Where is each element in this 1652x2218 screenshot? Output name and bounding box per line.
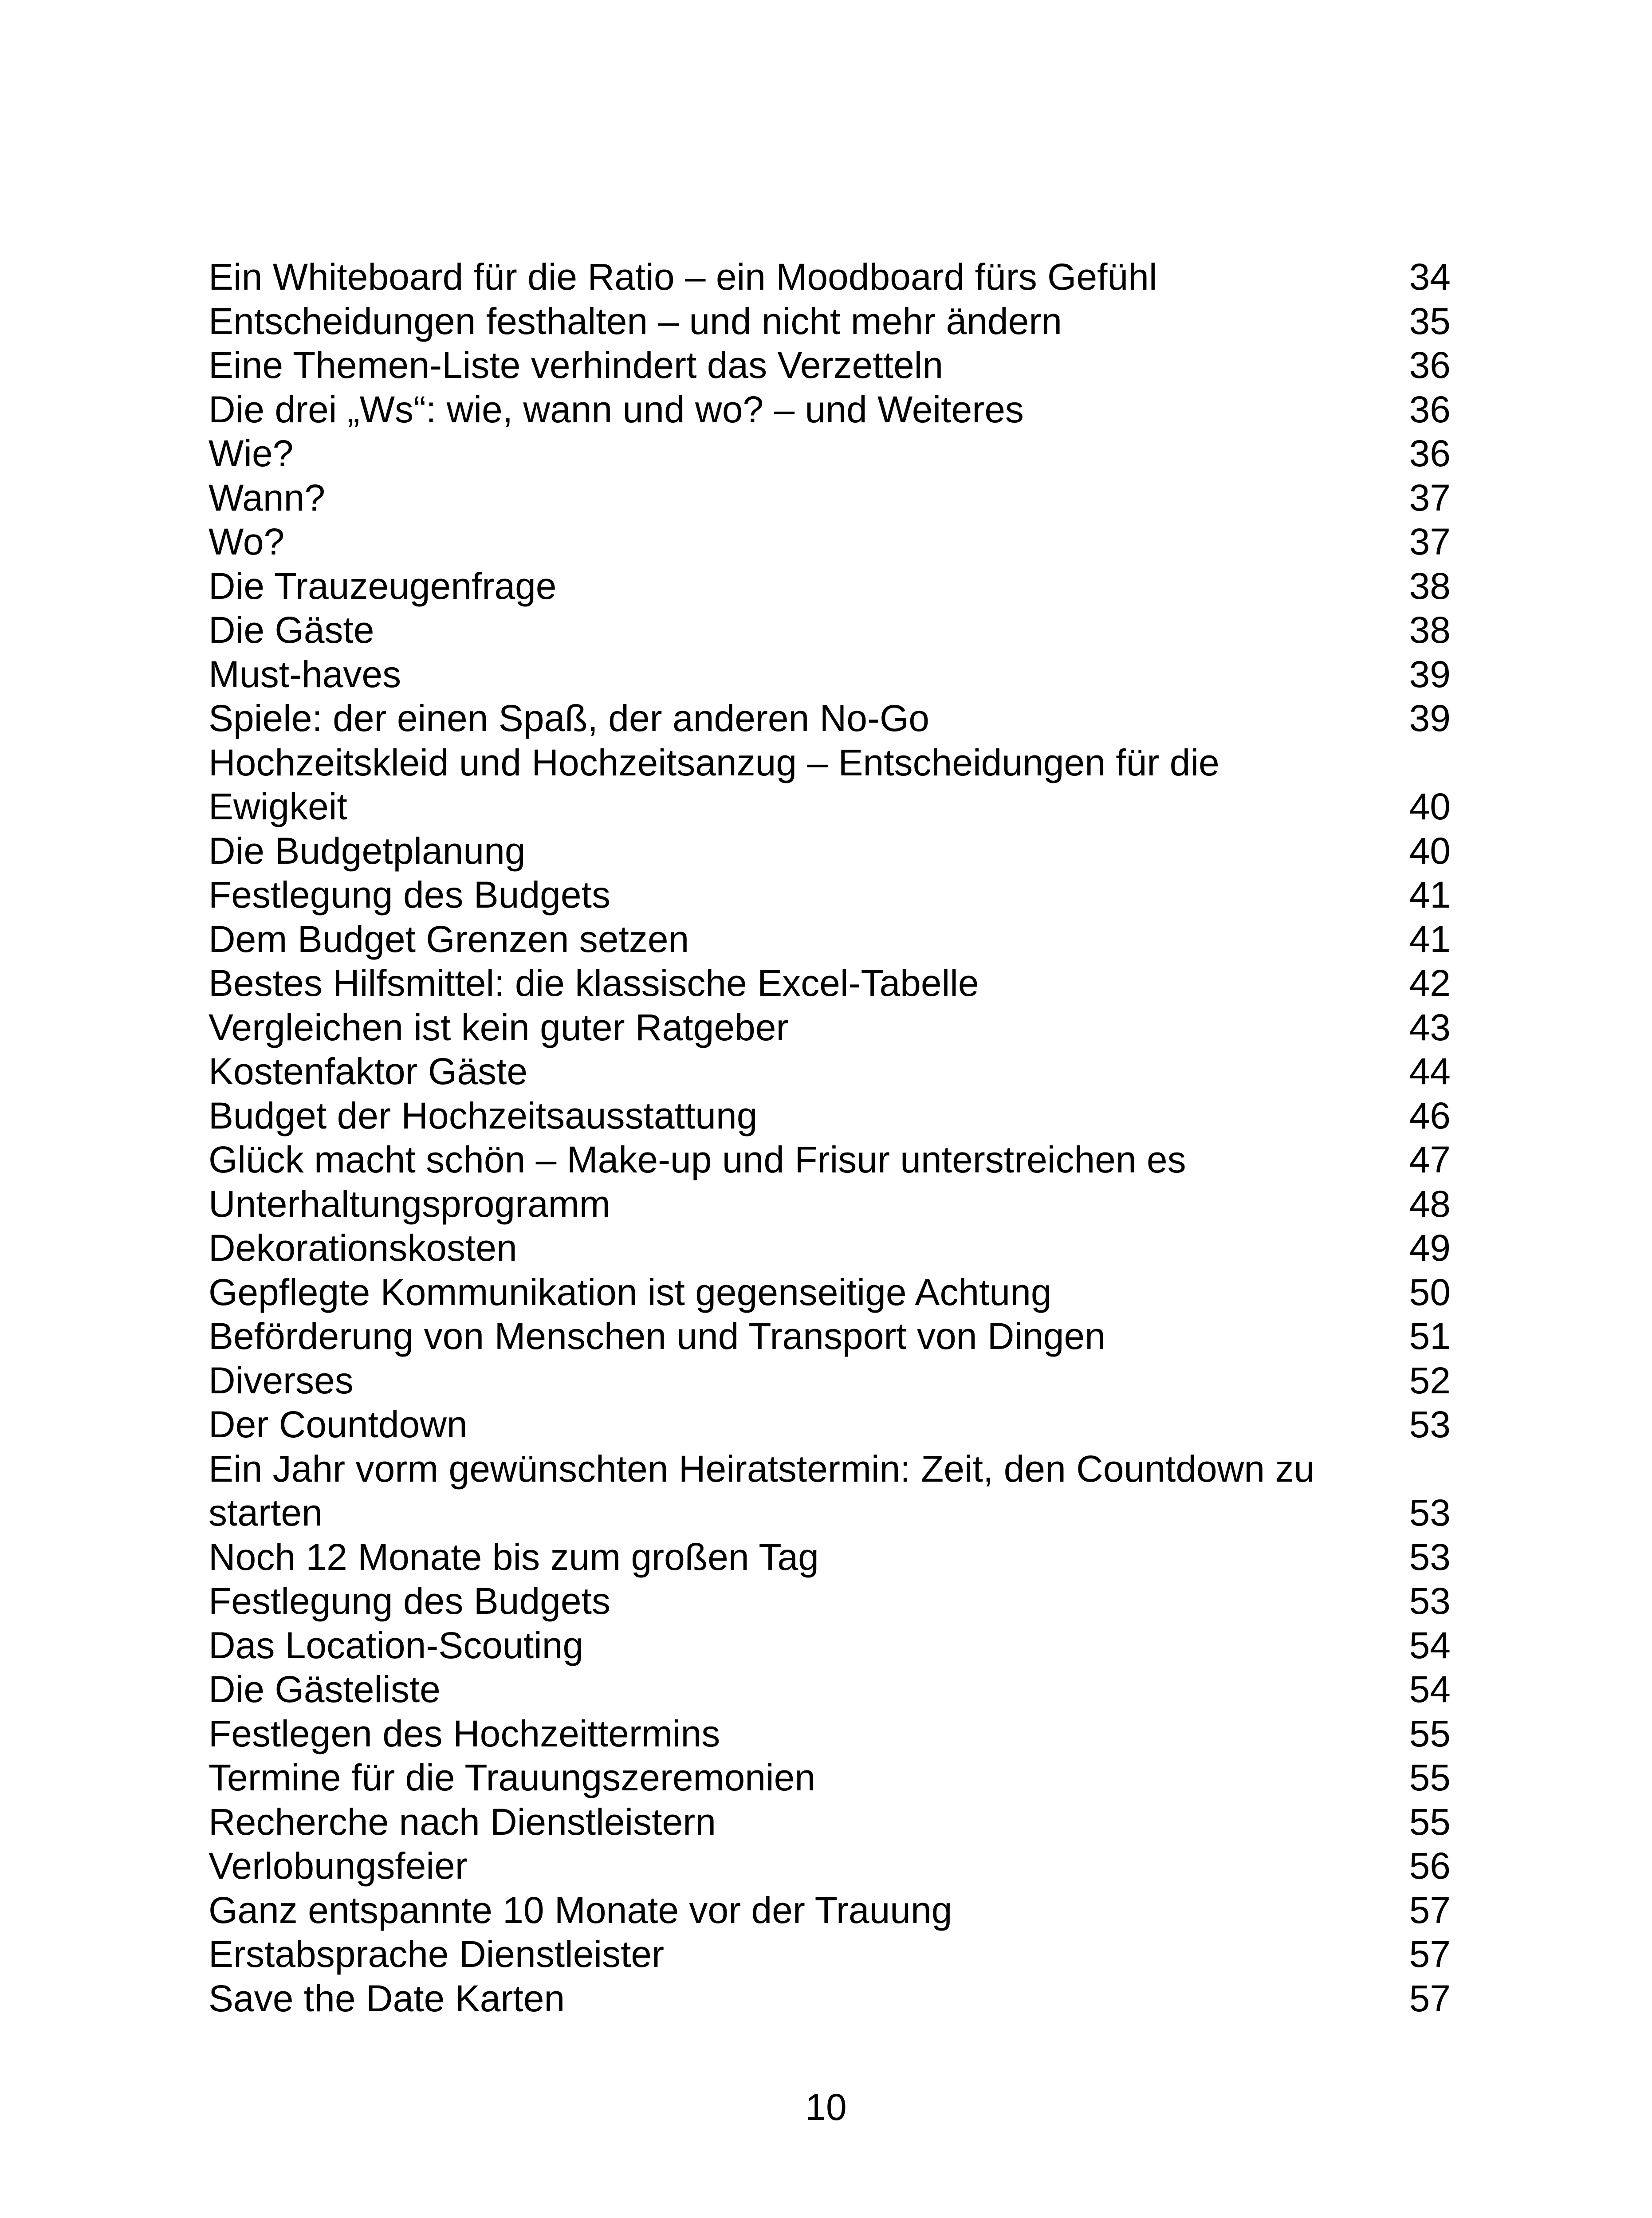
toc-entry-title <box>208 1094 1451 1138</box>
toc-entry <box>208 1712 1451 1756</box>
toc-entry-title-line: Glück macht schön – Make-up und Frisur unterstreichen es <box>208 1139 1186 1180</box>
toc-entry <box>208 520 1451 564</box>
toc-entry-page: 41 <box>1409 874 1451 916</box>
toc-entry-page: 36 <box>1409 344 1451 386</box>
toc-entry-title <box>208 1888 1451 1933</box>
toc-entry-title <box>208 873 1451 917</box>
toc-entry-title-line: Ein Whiteboard für die Ratio – ein Moodboard fürs Gefühl <box>208 256 1157 298</box>
toc-entry-page: 39 <box>1409 697 1451 739</box>
toc-entry <box>208 1226 1451 1270</box>
toc-entry-page: 53 <box>1409 1404 1451 1445</box>
toc-entry-title-line: Spiele: der einen Spaß, der anderen No-Go <box>208 697 929 739</box>
toc-entry <box>208 608 1451 653</box>
toc-entry-title-line: Das Location-Scouting <box>208 1624 584 1666</box>
toc-entry <box>208 1006 1451 1050</box>
toc-entry <box>208 1535 1451 1580</box>
toc-entry-title-line: Dem Budget Grenzen setzen <box>208 918 689 960</box>
toc-entry <box>208 1138 1451 1182</box>
toc-entry-title <box>208 961 1451 1006</box>
toc-entry-title-line: Verlobungsfeier <box>208 1845 468 1887</box>
toc-entry-title <box>208 255 1451 299</box>
toc-entry-title-line: Ganz entspannte 10 Monate vor der Trauung <box>208 1889 952 1931</box>
toc-entry-title <box>208 1403 1451 1447</box>
toc-entry-title <box>208 1756 1451 1800</box>
toc-entry-title <box>208 653 1451 697</box>
toc-entry-title <box>208 1977 1451 2021</box>
toc-entry-title <box>208 432 1451 476</box>
toc-entry-title-line: Wann? <box>208 476 326 519</box>
toc-entry-page: 55 <box>1409 1801 1451 1843</box>
toc-entry-page: 55 <box>1409 1757 1451 1798</box>
toc-entry <box>208 1314 1451 1359</box>
toc-entry <box>208 1624 1451 1668</box>
toc-entry-page: 54 <box>1409 1668 1451 1710</box>
toc-entry-title-line: Noch 12 Monate bis zum großen Tag <box>208 1536 819 1578</box>
toc-entry-page: 48 <box>1409 1183 1451 1225</box>
toc-entry-title <box>208 1050 1451 1094</box>
toc-entry-page: 53 <box>1409 1492 1451 1534</box>
toc-entry-title <box>208 520 1451 564</box>
toc-entry <box>208 432 1451 476</box>
toc-entry-page: 46 <box>1409 1094 1451 1137</box>
toc-entry <box>208 1403 1451 1447</box>
toc-entry-title <box>208 1579 1451 1624</box>
toc-entry-title-line: Die Trauzeugenfrage <box>208 565 557 607</box>
toc-entry-title <box>208 1270 1451 1315</box>
toc-entry-title <box>208 1800 1451 1844</box>
toc-entry-title-line: Beförderung von Menschen und Transport von Dingen <box>208 1315 1105 1357</box>
toc-entry-title-line: Festlegung des Budgets <box>208 1580 610 1622</box>
toc-entry-page: 57 <box>1409 1933 1451 1975</box>
toc-entry-title-line: Hochzeitskleid und Hochzeitsanzug – Entscheidungen für die <box>208 741 1219 783</box>
toc-entry-title-line: Must-haves <box>208 653 401 695</box>
toc-entry <box>208 1359 1451 1403</box>
toc-entry-page: 39 <box>1409 653 1451 695</box>
toc-entry-title-line: Festlegen des Hochzeittermins <box>208 1712 720 1754</box>
toc-entry-page: 41 <box>1409 918 1451 960</box>
toc-entry <box>208 873 1451 917</box>
toc-entry-page: 49 <box>1409 1227 1451 1269</box>
toc-entry-title-line: Ein Jahr vorm gewünschten Heiratstermin: Zeit, den Countdown zu <box>208 1447 1315 1490</box>
toc-entry <box>208 961 1451 1006</box>
toc-entry-page: 42 <box>1409 962 1451 1004</box>
toc-entry-page: 54 <box>1409 1624 1451 1666</box>
toc-entry-title <box>208 1624 1451 1668</box>
toc-entry-title-line: Budget der Hochzeitsausstattung <box>208 1094 758 1137</box>
toc-entry <box>208 1270 1451 1315</box>
toc-entry-page: 57 <box>1409 1889 1451 1931</box>
toc-entry <box>208 1094 1451 1138</box>
toc-entry-title <box>208 917 1451 962</box>
toc-entry-title-line: Entscheidungen festhalten – und nicht mehr ändern <box>208 300 1062 342</box>
toc-entry-page: 35 <box>1409 300 1451 342</box>
toc-entry-title <box>208 1712 1451 1756</box>
toc-entry-title-line: Erstabsprache Dienstleister <box>208 1933 665 1975</box>
toc-entry-title <box>208 299 1451 344</box>
toc-entry-page: 47 <box>1409 1139 1451 1180</box>
toc-entry-page: 40 <box>1409 830 1451 872</box>
toc-entry-title-line: Der Countdown <box>208 1404 468 1445</box>
toc-entry-title-line: Bestes Hilfsmittel: die klassische Excel-Tabelle <box>208 962 979 1004</box>
toc-entry <box>208 476 1451 520</box>
toc-entry <box>208 829 1451 873</box>
toc-entry <box>208 653 1451 697</box>
toc-entry <box>208 1977 1451 2021</box>
toc-entry-title <box>208 1447 1451 1535</box>
toc-entry-title-line: Die Gästeliste <box>208 1668 441 1710</box>
toc-entry-page: 34 <box>1409 256 1451 298</box>
page-number: 10 <box>805 2086 847 2128</box>
toc-entry-title <box>208 741 1451 829</box>
toc-entry-title <box>208 1226 1451 1270</box>
toc-entry-title <box>208 1667 1451 1712</box>
toc-entry-title <box>208 696 1451 741</box>
toc-entry-title-line: Die Gäste <box>208 609 374 651</box>
toc-entry-title <box>208 1182 1451 1227</box>
toc-entry <box>208 564 1451 609</box>
toc-entry <box>208 1844 1451 1888</box>
toc-entry-title-line: starten <box>208 1492 323 1534</box>
toc-entry-title-line: Ewigkeit <box>208 786 347 827</box>
toc-entry-title <box>208 1314 1451 1359</box>
toc-entry-title-line: Recherche nach Dienstleistern <box>208 1801 716 1843</box>
toc-entry-page: 37 <box>1409 521 1451 562</box>
toc-entry-page: 51 <box>1409 1315 1451 1357</box>
toc-entry <box>208 1447 1451 1535</box>
toc-entry-title-line: Unterhaltungsprogramm <box>208 1183 610 1225</box>
toc-entry-page: 52 <box>1409 1359 1451 1401</box>
toc-entry <box>208 1888 1451 1933</box>
toc-entry-title <box>208 608 1451 653</box>
toc-entry <box>208 388 1451 432</box>
toc-entry-title <box>208 1932 1451 1977</box>
table-of-contents <box>208 255 1451 2021</box>
toc-entry-title-line: Die drei „Ws“: wie, wann und wo? – und Weiteres <box>208 388 1024 430</box>
toc-entry-title <box>208 1844 1451 1888</box>
toc-entry-title-line: Vergleichen ist kein guter Ratgeber <box>208 1006 789 1048</box>
toc-entry-title-line: Die Budgetplanung <box>208 830 526 872</box>
toc-entry-page: 57 <box>1409 1977 1451 2019</box>
toc-entry-title-line: Kostenfaktor Gäste <box>208 1050 528 1092</box>
toc-entry <box>208 741 1451 829</box>
toc-entry-page: 43 <box>1409 1006 1451 1048</box>
toc-entry-title-line: Gepflegte Kommunikation ist gegenseitige Achtung <box>208 1271 1052 1313</box>
toc-entry-page: 36 <box>1409 388 1451 430</box>
toc-entry-title-line: Wie? <box>208 433 294 474</box>
toc-entry-title <box>208 829 1451 873</box>
toc-entry <box>208 696 1451 741</box>
toc-entry-page: 38 <box>1409 565 1451 607</box>
toc-entry-title <box>208 343 1451 388</box>
toc-entry-page: 38 <box>1409 609 1451 651</box>
toc-entry-title-line: Festlegung des Budgets <box>208 874 610 916</box>
toc-entry <box>208 1756 1451 1800</box>
toc-entry-title-line: Termine für die Trauungszeremonien <box>208 1757 816 1798</box>
toc-entry-page: 53 <box>1409 1580 1451 1622</box>
toc-entry <box>208 1182 1451 1227</box>
toc-entry-title <box>208 476 1451 520</box>
toc-entry-title <box>208 1138 1451 1182</box>
toc-entry-title-line: Diverses <box>208 1359 354 1401</box>
toc-entry-page: 44 <box>1409 1050 1451 1092</box>
toc-entry-page: 53 <box>1409 1536 1451 1578</box>
toc-entry-page: 50 <box>1409 1271 1451 1313</box>
toc-entry-title <box>208 1006 1451 1050</box>
toc-entry-title-line: Wo? <box>208 521 285 562</box>
toc-entry <box>208 343 1451 388</box>
toc-entry <box>208 917 1451 962</box>
toc-entry <box>208 1800 1451 1844</box>
toc-entry-page: 55 <box>1409 1712 1451 1754</box>
toc-entry <box>208 1667 1451 1712</box>
toc-entry-title <box>208 1359 1451 1403</box>
toc-entry-title-line: Dekorationskosten <box>208 1227 517 1269</box>
toc-entry <box>208 255 1451 299</box>
toc-entry-title <box>208 1535 1451 1580</box>
toc-entry <box>208 1932 1451 1977</box>
toc-entry-page: 36 <box>1409 433 1451 474</box>
toc-entry-page: 37 <box>1409 476 1451 519</box>
toc-entry <box>208 1579 1451 1624</box>
toc-entry-page: 40 <box>1409 786 1451 827</box>
toc-entry-title-line: Eine Themen-Liste verhindert das Verzetteln <box>208 344 944 386</box>
toc-entry-title-line: Save the Date Karten <box>208 1977 565 2019</box>
toc-entry <box>208 299 1451 344</box>
toc-entry-title <box>208 564 1451 609</box>
toc-entry-title <box>208 388 1451 432</box>
toc-entry-page: 56 <box>1409 1845 1451 1887</box>
toc-entry <box>208 1050 1451 1094</box>
